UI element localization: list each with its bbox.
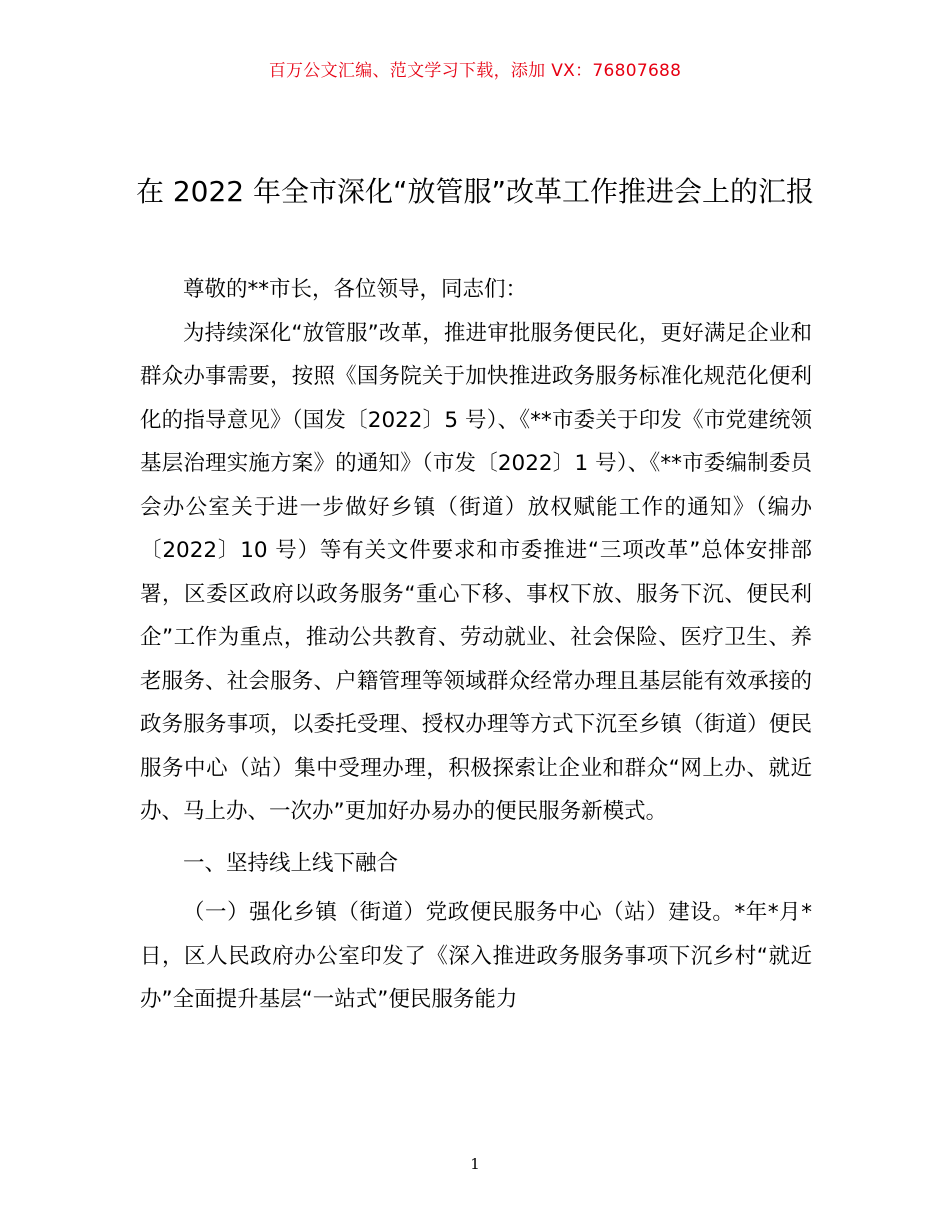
subsection-paragraph — [140, 891, 812, 1022]
salutation: 尊敬的**市长，各位领导，同志们： — [183, 277, 528, 302]
document-title: 在 2022 年全市深化“放管服”改革工作推进会上的汇报 — [135, 175, 815, 208]
page-number: 1 — [470, 1155, 480, 1173]
watermark-header: 百万公文汇编、范文学习下载，添加 VX：76807688 — [268, 61, 682, 81]
document-body — [140, 268, 812, 1022]
subsection-heading: （一）强化乡镇（街道）党政便民服务中心（站）建设。 — [183, 900, 735, 925]
subsection-text: *年*月*日，区人民政府办公室印发了《深入推进政务服务事项下沉乡村“就近办”全面提升基层“一站式”便民服务能力 — [140, 900, 812, 1012]
section-heading: 一、坚持线上线下融合 — [183, 850, 399, 876]
intro-paragraph: 为持续深化“放管服”改革，推进审批服务便民化，更好满足企业和群众办事需要，按照《国务院关于加快推进政务服务标准化规范化便利化的指导意见》（国发〔2022〕5 号）、《**市委关于印发《市党建统领基层治理实施方案》的通知》（市发〔2022〕1 号）、《**市委编制委员会办公室关于进一步做好乡镇（街道）放权赋能工作的通知》（编办〔2022〕10 号）等有关文件要求和市委推进“三项改革”总体安排部署，区委区政府以政务服务“重心下移、事权下放、服务下沉、便民利企”工作为重点，推动公共教育、劳动就业、社会保险、医疗卫生、养老服务、社会服务、户籍管理等领域群众经常办理且基层能有效承接的政务服务事项，以委托受理、授权办理等方式下沉至乡镇（街道）便民服务中心（站）集中受理办理，积极探索让企业和群众“网上办、就近办、马上办、一次办”更加好办易办的便民服务新模式。 — [140, 320, 812, 824]
